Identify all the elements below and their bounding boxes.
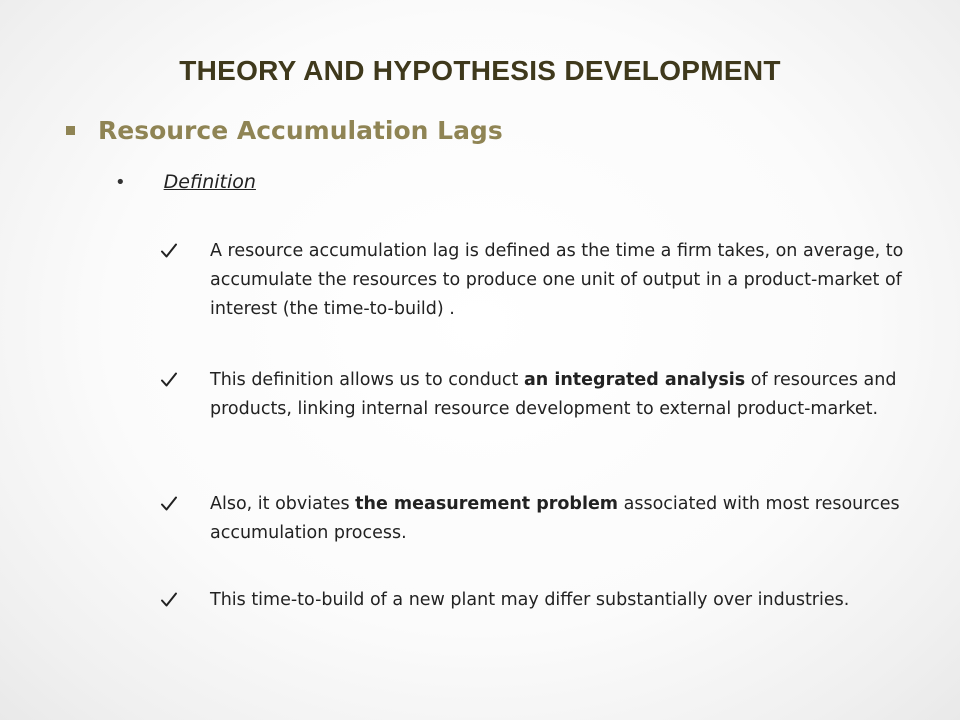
list-item-text [210, 586, 849, 615]
section-heading-row [66, 116, 503, 145]
section-heading: Resource Accumulation Lags [98, 116, 503, 145]
dot-bullet-icon: • [115, 171, 126, 193]
checkmark-icon [160, 591, 178, 609]
square-bullet-icon [66, 126, 75, 135]
list-item [160, 366, 920, 424]
item-text-part: This time-to-build of a new plant may differ substantially over industries. [210, 590, 850, 610]
subheading-row [115, 171, 256, 193]
list-item [160, 490, 920, 548]
item-text-part: A resource accumulation lag is defined as the time a firm takes, on average, to accumulate the resources to produce one unit of output in a product-market of interest (the time-to-build) . [210, 241, 904, 319]
item-text-emphasis: the measurement problem [355, 494, 619, 514]
list-item [160, 586, 920, 615]
list-item-text [210, 366, 920, 424]
checkmark-icon [160, 495, 178, 513]
item-text-part: This definition allows us to conduct [210, 370, 524, 390]
list-item-text [210, 237, 920, 324]
item-text-part: Also, it obviates [210, 494, 356, 514]
item-text-emphasis: an integrated analysis [523, 370, 746, 390]
checkmark-icon [160, 242, 178, 260]
list-item-text [210, 490, 920, 548]
item-text-part: of resources and products, linking internal resource development to external product-market. [210, 370, 897, 419]
list-item [160, 237, 920, 324]
item-text-part: associated with most resources accumulation process. [210, 494, 900, 543]
checkmark-icon [160, 371, 178, 389]
subheading-definition: Definition [163, 171, 256, 193]
slide-title: THEORY AND HYPOTHESIS DEVELOPMENT [179, 55, 781, 86]
